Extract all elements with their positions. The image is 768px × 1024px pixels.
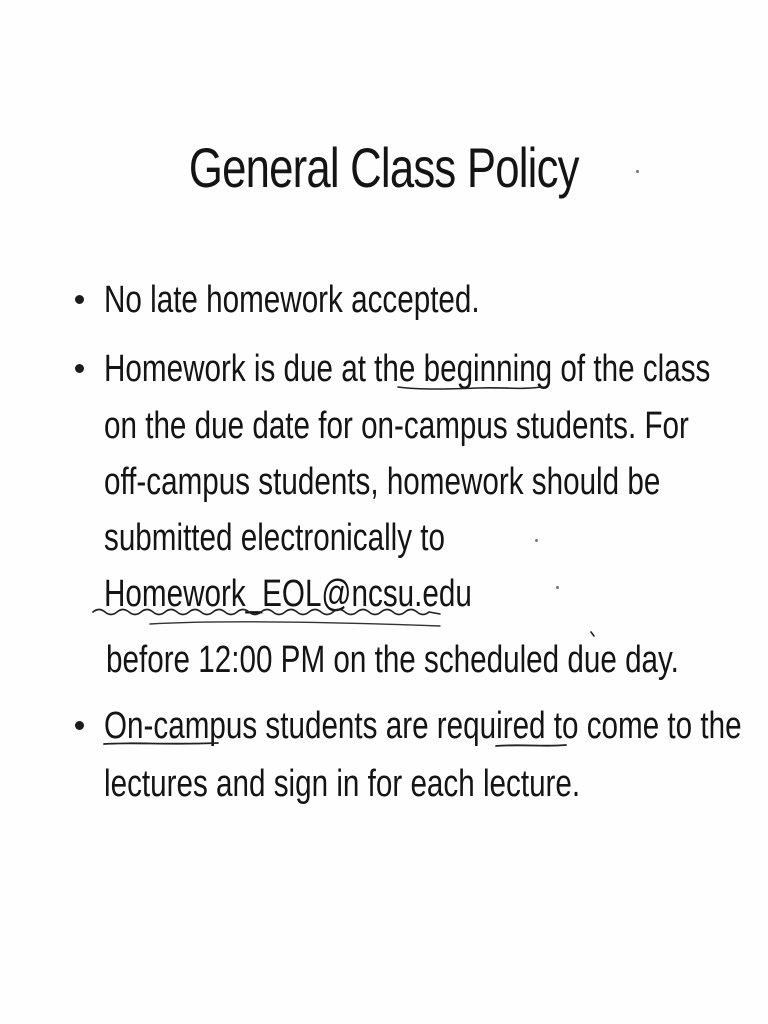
policy-text-line: off-campus students, homework should be (104, 461, 661, 503)
handwritten-underline (398, 387, 542, 389)
scan-speck (535, 539, 538, 542)
scan-speck (636, 170, 639, 173)
policy-text-line: on the due date for on-campus students. For (104, 405, 689, 447)
slide-title: General Class Policy (188, 136, 579, 199)
underlined-phrase: beginning of (423, 348, 586, 390)
handwritten-underline (104, 743, 218, 744)
policy-text-line: lectures and sign in for each lecture. (104, 763, 581, 805)
policy-text-line: submitted electronically to (104, 517, 446, 559)
email-address: Homework_EOL@ncsu.edu (104, 573, 472, 615)
handwritten-underline (150, 622, 440, 626)
handwritten-underline (496, 745, 566, 746)
policy-text-segment: the class (585, 348, 711, 390)
policy-text-segment: Homework is due at the (104, 348, 424, 390)
handwritten-wavy-underline (93, 610, 440, 615)
policy-text-line: before 12:00 PM on the scheduled due day. (106, 639, 679, 681)
policy-text-line: No late homework accepted. (104, 279, 480, 321)
scan-speck (556, 586, 559, 589)
policy-text-line: On-campus students are required to come to the (104, 705, 742, 747)
handwritten-tick (591, 632, 594, 636)
